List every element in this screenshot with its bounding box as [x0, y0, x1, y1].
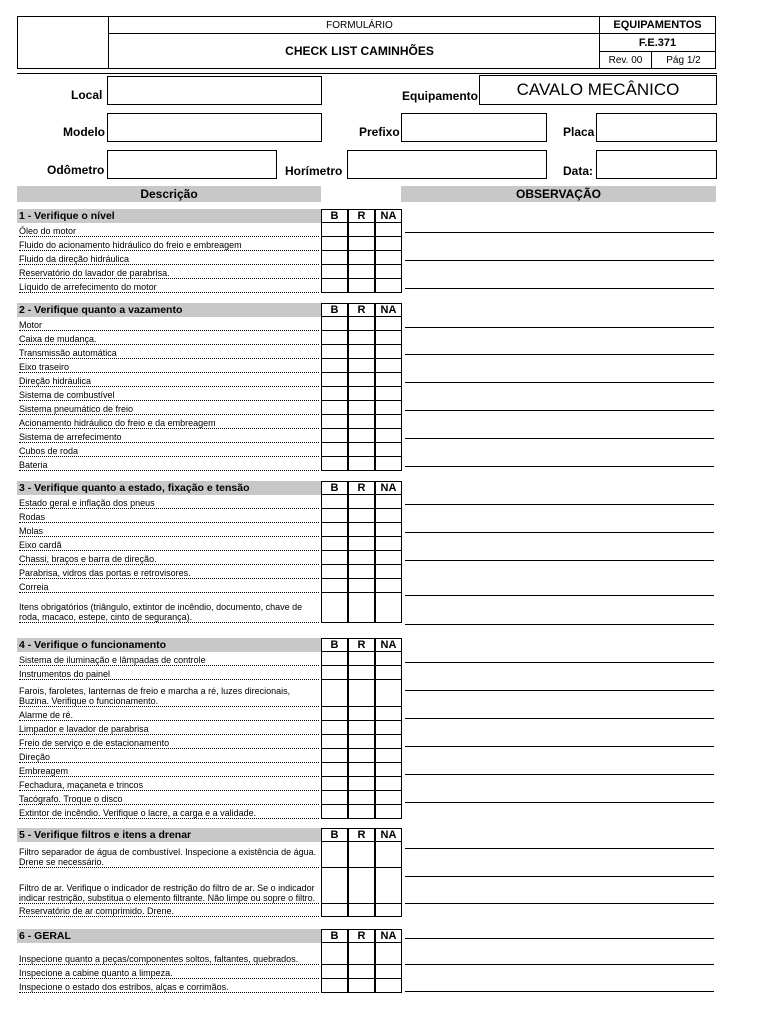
observation-line[interactable]	[405, 718, 714, 719]
checkbox-b[interactable]	[321, 680, 348, 707]
checkbox-r[interactable]	[348, 551, 375, 565]
column-header-r: R	[348, 481, 375, 495]
checkbox-r[interactable]	[348, 509, 375, 523]
checklist-row	[17, 523, 402, 537]
checklist-item-label: Fluido da direção hidráulica	[19, 251, 319, 265]
checklist-row	[17, 842, 402, 868]
checklist-row	[17, 965, 402, 979]
observation-line[interactable]	[405, 438, 714, 439]
checkbox-na[interactable]	[375, 805, 402, 819]
checklist-row	[17, 387, 402, 401]
section-title: 6 - GERAL	[17, 929, 321, 943]
checklist-row	[17, 565, 402, 579]
observation-line[interactable]	[405, 354, 714, 355]
checkbox-r[interactable]	[348, 265, 375, 279]
checkbox-b[interactable]	[321, 721, 348, 735]
checklist-row	[17, 791, 402, 805]
checklist-item-label: Bateria	[19, 457, 319, 471]
checkbox-b[interactable]	[321, 904, 348, 917]
checkbox-na[interactable]	[375, 279, 402, 293]
checklist-item-label: Filtro separador de água de combustível. Inspecione a existência de água. Drene se necessário.	[19, 842, 319, 868]
checklist-row	[17, 680, 402, 707]
observation-line[interactable]	[405, 662, 714, 663]
checklist-row	[17, 763, 402, 777]
checkbox-na[interactable]	[375, 265, 402, 279]
placa-field[interactable]	[596, 113, 717, 142]
column-header-na: NA	[375, 481, 402, 495]
checklist-item-label: Fechadura, maçaneta e trincos	[19, 777, 319, 791]
checkbox-b[interactable]	[321, 537, 348, 551]
observation-line[interactable]	[405, 260, 714, 261]
section-title: 2 - Verifique quanto a vazamento	[17, 303, 321, 317]
checkbox-r[interactable]	[348, 868, 375, 904]
observation-line[interactable]	[405, 382, 714, 383]
checklist-row	[17, 415, 402, 429]
checklist-row	[17, 979, 402, 993]
checkbox-na[interactable]	[375, 979, 402, 993]
checkbox-r[interactable]	[348, 317, 375, 331]
checklist-row	[17, 666, 402, 680]
checkbox-r[interactable]	[348, 735, 375, 749]
observation-line[interactable]	[405, 466, 714, 467]
checkbox-b[interactable]	[321, 805, 348, 819]
checkbox-r[interactable]	[348, 904, 375, 917]
checklist-item-label: Alarme de ré.	[19, 707, 319, 721]
checkbox-na[interactable]	[375, 791, 402, 805]
horimetro-field[interactable]	[347, 150, 547, 179]
column-header-na: NA	[375, 209, 402, 223]
checkbox-b[interactable]	[321, 749, 348, 763]
checklist-row	[17, 593, 402, 623]
checkbox-na[interactable]	[375, 345, 402, 359]
header-block	[17, 16, 716, 69]
column-header-r: R	[348, 638, 375, 652]
checklist-item-label: Líquido de arrefecimento do motor	[19, 279, 319, 293]
checkbox-r[interactable]	[348, 565, 375, 579]
checklist-item-label: Reservatório de ar comprimido. Drene.	[19, 904, 319, 917]
checklist-row	[17, 265, 402, 279]
checkbox-na[interactable]	[375, 652, 402, 666]
horimetro-label: Horímetro	[285, 164, 343, 178]
checkbox-r[interactable]	[348, 401, 375, 415]
section-title: 3 - Verifique quanto a estado, fixação e tensão	[17, 481, 321, 495]
checkbox-na[interactable]	[375, 965, 402, 979]
checkbox-na[interactable]	[375, 579, 402, 593]
checkbox-r[interactable]	[348, 777, 375, 791]
checkbox-b[interactable]	[321, 345, 348, 359]
checklist-item-label: Direção hidráulica	[19, 373, 319, 387]
checklist-item-label: Correia	[19, 579, 319, 593]
checkbox-b[interactable]	[321, 666, 348, 680]
checkbox-na[interactable]	[375, 842, 402, 868]
observation-line[interactable]	[405, 964, 714, 965]
checkbox-na[interactable]	[375, 495, 402, 509]
observation-line[interactable]	[405, 903, 714, 904]
checklist-item-label: Estado geral e inflação dos pneus	[19, 495, 319, 509]
column-header-b: B	[321, 828, 348, 842]
checkbox-na[interactable]	[375, 904, 402, 917]
equipamento-value: CAVALO MECÂNICO	[516, 80, 680, 99]
checkbox-na[interactable]	[375, 749, 402, 763]
checkbox-na[interactable]	[375, 317, 402, 331]
checklist-item-label: Transmissão automática	[19, 345, 319, 359]
modelo-field[interactable]	[107, 113, 322, 142]
column-header-r: R	[348, 929, 375, 943]
checklist-row	[17, 652, 402, 666]
checkbox-na[interactable]	[375, 565, 402, 579]
column-header-na: NA	[375, 929, 402, 943]
checkbox-na[interactable]	[375, 415, 402, 429]
checkbox-r[interactable]	[348, 279, 375, 293]
checklist-item-label: Inspecione o estado dos estribos, alças e corrimãos.	[19, 979, 319, 993]
observation-line[interactable]	[405, 327, 714, 328]
checklist-item-label: Tacógrafo. Troque o disco	[19, 791, 319, 805]
checkbox-r[interactable]	[348, 666, 375, 680]
checkbox-na[interactable]	[375, 223, 402, 237]
checklist-item-label: Filtro de ar. Verifique o indicador de restrição do filtro de ar. Se o indicador indicar restrição, substitua o elemento filtrante. Não limpe ou sopre o filtro.	[19, 868, 319, 904]
checkbox-na[interactable]	[375, 509, 402, 523]
checklist-item-label: Acionamento hidráulico do freio e da embreagem	[19, 415, 319, 429]
checklist-row	[17, 317, 402, 331]
checkbox-na[interactable]	[375, 868, 402, 904]
observacao-header: OBSERVAÇÃO	[401, 186, 716, 202]
header-logo-area	[17, 16, 108, 69]
checklist-item-label: Cubos de roda	[19, 443, 319, 457]
column-header-b: B	[321, 209, 348, 223]
checklist-row	[17, 237, 402, 251]
observation-line[interactable]	[405, 232, 714, 233]
checklist-row	[17, 551, 402, 565]
checkbox-na[interactable]	[375, 251, 402, 265]
checkbox-na[interactable]	[375, 707, 402, 721]
section-5	[17, 828, 402, 917]
checkbox-r[interactable]	[348, 373, 375, 387]
section-3	[17, 481, 402, 623]
form-label: FORMULÁRIO	[108, 16, 610, 34]
checkbox-b[interactable]	[321, 265, 348, 279]
checklist-row	[17, 345, 402, 359]
observation-line[interactable]	[405, 876, 714, 877]
observation-line[interactable]	[405, 504, 714, 505]
checkbox-na[interactable]	[375, 373, 402, 387]
checklist-item-label: Fluido do acionamento hidráulico do freio e embreagem	[19, 237, 319, 251]
checklist-row	[17, 707, 402, 721]
checkbox-r[interactable]	[348, 721, 375, 735]
checklist-row	[17, 401, 402, 415]
observation-line[interactable]	[405, 560, 714, 561]
checklist-row	[17, 251, 402, 265]
checkbox-r[interactable]	[348, 223, 375, 237]
checkbox-b[interactable]	[321, 429, 348, 443]
checklist-item-label: Eixo traseiro	[19, 359, 319, 373]
checklist-item-label: Extintor de incêndio. Verifique o lacre, a carga e a validade.	[19, 805, 319, 819]
checkbox-r[interactable]	[348, 593, 375, 623]
form-title: CHECK LIST CAMINHÕES	[108, 33, 610, 69]
checkbox-na[interactable]	[375, 457, 402, 471]
form-revision: Rev. 00	[599, 51, 652, 69]
column-header-b: B	[321, 481, 348, 495]
checkbox-na[interactable]	[375, 943, 402, 965]
checklist-row	[17, 429, 402, 443]
checkbox-b[interactable]	[321, 415, 348, 429]
checklist-row	[17, 279, 402, 293]
checkbox-na[interactable]	[375, 721, 402, 735]
checklist-item-label: Inspecione a cabine quanto a limpeza.	[19, 965, 319, 979]
checkbox-b[interactable]	[321, 223, 348, 237]
checklist-item-label: Sistema de arrefecimento	[19, 429, 319, 443]
equipamento-field[interactable]	[479, 75, 717, 105]
section-title: 4 - Verifique o funcionamento	[17, 638, 321, 652]
checkbox-na[interactable]	[375, 777, 402, 791]
checkbox-b[interactable]	[321, 317, 348, 331]
checkbox-r[interactable]	[348, 415, 375, 429]
checkbox-b[interactable]	[321, 791, 348, 805]
descricao-header: Descrição	[17, 186, 321, 202]
checkbox-b[interactable]	[321, 943, 348, 965]
checkbox-r[interactable]	[348, 680, 375, 707]
checklist-item-label: Parabrisa, vidros das portas e retrovisores.	[19, 565, 319, 579]
checklist-item-label: Direção	[19, 749, 319, 763]
checklist-row	[17, 735, 402, 749]
checkbox-b[interactable]	[321, 735, 348, 749]
checklist-item-label: Limpador e lavador de parabrisa	[19, 721, 319, 735]
checkbox-r[interactable]	[348, 251, 375, 265]
checklist-row	[17, 443, 402, 457]
checkbox-b[interactable]	[321, 652, 348, 666]
data-field[interactable]	[596, 150, 717, 179]
checkbox-b[interactable]	[321, 979, 348, 993]
form-page: Pág 1/2	[651, 51, 716, 69]
checklist-row	[17, 537, 402, 551]
checkbox-r[interactable]	[348, 429, 375, 443]
checkbox-r[interactable]	[348, 965, 375, 979]
section-title: 5 - Verifique filtros e itens a drenar	[17, 828, 321, 842]
checkbox-b[interactable]	[321, 509, 348, 523]
checkbox-b[interactable]	[321, 279, 348, 293]
checkbox-b[interactable]	[321, 387, 348, 401]
checklist-item-label: Chassi, braços e barra de direção.	[19, 551, 319, 565]
checklist-row	[17, 495, 402, 509]
checkbox-r[interactable]	[348, 457, 375, 471]
checkbox-r[interactable]	[348, 791, 375, 805]
prefixo-field[interactable]	[401, 113, 547, 142]
section-title: 1 - Verifique o nível	[17, 209, 321, 223]
section-6	[17, 929, 402, 993]
checklist-item-label: Sistema de combustível	[19, 387, 319, 401]
checkbox-na[interactable]	[375, 735, 402, 749]
checkbox-na[interactable]	[375, 443, 402, 457]
checkbox-na[interactable]	[375, 237, 402, 251]
checkbox-na[interactable]	[375, 429, 402, 443]
column-header-b: B	[321, 929, 348, 943]
checklist-row	[17, 331, 402, 345]
observation-line[interactable]	[405, 690, 714, 691]
local-label: Local	[71, 88, 103, 102]
checkbox-r[interactable]	[348, 537, 375, 551]
checkbox-r[interactable]	[348, 749, 375, 763]
section-1	[17, 209, 402, 293]
checklist-row	[17, 359, 402, 373]
observation-line[interactable]	[405, 774, 714, 775]
checkbox-b[interactable]	[321, 331, 348, 345]
checkbox-b[interactable]	[321, 359, 348, 373]
checkbox-r[interactable]	[348, 237, 375, 251]
odometro-field[interactable]	[107, 150, 277, 179]
checklist-row	[17, 457, 402, 471]
checkbox-na[interactable]	[375, 523, 402, 537]
checkbox-b[interactable]	[321, 457, 348, 471]
checklist-item-label: Inspecione quanto a peças/componentes soltos, faltantes, quebrados.	[19, 943, 319, 965]
checkbox-b[interactable]	[321, 842, 348, 868]
checkbox-na[interactable]	[375, 763, 402, 777]
checklist-item-label: Instrumentos do painel	[19, 666, 319, 680]
observation-line[interactable]	[405, 624, 714, 625]
checklist-item-label: Caixa de mudança.	[19, 331, 319, 345]
checklist-item-label: Reservatório do lavador de parabrisa.	[19, 265, 319, 279]
checkbox-b[interactable]	[321, 868, 348, 904]
checklist-item-label: Motor	[19, 317, 319, 331]
checkbox-b[interactable]	[321, 495, 348, 509]
checkbox-r[interactable]	[348, 345, 375, 359]
observation-line[interactable]	[405, 848, 714, 849]
checkbox-b[interactable]	[321, 565, 348, 579]
checkbox-na[interactable]	[375, 680, 402, 707]
checklist-item-label: Itens obrigatórios (triângulo, extintor de incêndio, documento, chave de roda, macaco, estepe, cinto de segurança).	[19, 593, 319, 623]
observation-line[interactable]	[405, 802, 714, 803]
checkbox-na[interactable]	[375, 401, 402, 415]
checkbox-r[interactable]	[348, 707, 375, 721]
checkbox-b[interactable]	[321, 523, 348, 537]
checklist-row	[17, 805, 402, 819]
checklist-item-label: Sistema pneumático de freio	[19, 401, 319, 415]
checkbox-na[interactable]	[375, 551, 402, 565]
checklist-row	[17, 373, 402, 387]
observation-line[interactable]	[405, 288, 714, 289]
observation-line[interactable]	[405, 991, 714, 992]
observation-line[interactable]	[405, 938, 714, 939]
checklist-item-label: Rodas	[19, 509, 319, 523]
checkbox-b[interactable]	[321, 707, 348, 721]
checkbox-b[interactable]	[321, 237, 348, 251]
section-4	[17, 638, 402, 819]
checkbox-na[interactable]	[375, 593, 402, 623]
checkbox-b[interactable]	[321, 551, 348, 565]
checkbox-r[interactable]	[348, 805, 375, 819]
modelo-label: Modelo	[63, 125, 105, 139]
form-code: F.E.371	[599, 33, 716, 52]
checkbox-b[interactable]	[321, 965, 348, 979]
checklist-item-label: Óleo do motor	[19, 223, 319, 237]
checkbox-r[interactable]	[348, 579, 375, 593]
column-header-na: NA	[375, 638, 402, 652]
checkbox-na[interactable]	[375, 537, 402, 551]
checklist-row	[17, 579, 402, 593]
column-header-r: R	[348, 303, 375, 317]
section-2	[17, 303, 402, 471]
checkbox-na[interactable]	[375, 331, 402, 345]
data-label: Data:	[563, 164, 594, 178]
local-field[interactable]	[107, 76, 322, 105]
checklist-row	[17, 777, 402, 791]
checklist-item-label: Sistema de iluminação e lâmpadas de controle	[19, 652, 319, 666]
checklist-row	[17, 749, 402, 763]
prefixo-label: Prefixo	[359, 125, 400, 139]
checklist-row	[17, 721, 402, 735]
checklist-row	[17, 943, 402, 965]
observation-line[interactable]	[405, 595, 714, 596]
column-header-r: R	[348, 828, 375, 842]
checkbox-r[interactable]	[348, 763, 375, 777]
checkbox-na[interactable]	[375, 359, 402, 373]
checkbox-r[interactable]	[348, 331, 375, 345]
checklist-item-label: Embreagem	[19, 763, 319, 777]
checkbox-r[interactable]	[348, 979, 375, 993]
checkbox-b[interactable]	[321, 579, 348, 593]
checkbox-b[interactable]	[321, 777, 348, 791]
observation-line[interactable]	[405, 410, 714, 411]
observation-line[interactable]	[405, 532, 714, 533]
checkbox-r[interactable]	[348, 359, 375, 373]
column-header-b: B	[321, 303, 348, 317]
column-header-r: R	[348, 209, 375, 223]
checkbox-r[interactable]	[348, 842, 375, 868]
column-header-b: B	[321, 638, 348, 652]
checkbox-b[interactable]	[321, 401, 348, 415]
checkbox-r[interactable]	[348, 387, 375, 401]
checkbox-b[interactable]	[321, 443, 348, 457]
checkbox-b[interactable]	[321, 593, 348, 623]
checkbox-r[interactable]	[348, 443, 375, 457]
checklist-row	[17, 509, 402, 523]
checklist-item-label: Molas	[19, 523, 319, 537]
checklist-row	[17, 868, 402, 904]
odometro-label: Odômetro	[47, 163, 105, 177]
checkbox-na[interactable]	[375, 666, 402, 680]
checklist-item-label: Farois, faroletes, lanternas de freio e marcha a ré, luzes direcionais, Buzina. Verifique o funcionamento.	[19, 680, 319, 707]
column-header-na: NA	[375, 828, 402, 842]
checklist-row	[17, 223, 402, 237]
checkbox-r[interactable]	[348, 943, 375, 965]
column-header-na: NA	[375, 303, 402, 317]
checklist-item-label: Eixo cardã	[19, 537, 319, 551]
checkbox-na[interactable]	[375, 387, 402, 401]
checkbox-b[interactable]	[321, 251, 348, 265]
checkbox-r[interactable]	[348, 652, 375, 666]
checkbox-b[interactable]	[321, 763, 348, 777]
equipamento-label: Equipamento	[402, 89, 479, 103]
checkbox-r[interactable]	[348, 495, 375, 509]
form-category: EQUIPAMENTOS	[599, 16, 716, 34]
checkbox-r[interactable]	[348, 523, 375, 537]
placa-label: Placa	[563, 125, 595, 139]
observation-line[interactable]	[405, 746, 714, 747]
checkbox-b[interactable]	[321, 373, 348, 387]
checklist-row	[17, 904, 402, 917]
checklist-item-label: Freio de serviço e de estacionamento	[19, 735, 319, 749]
